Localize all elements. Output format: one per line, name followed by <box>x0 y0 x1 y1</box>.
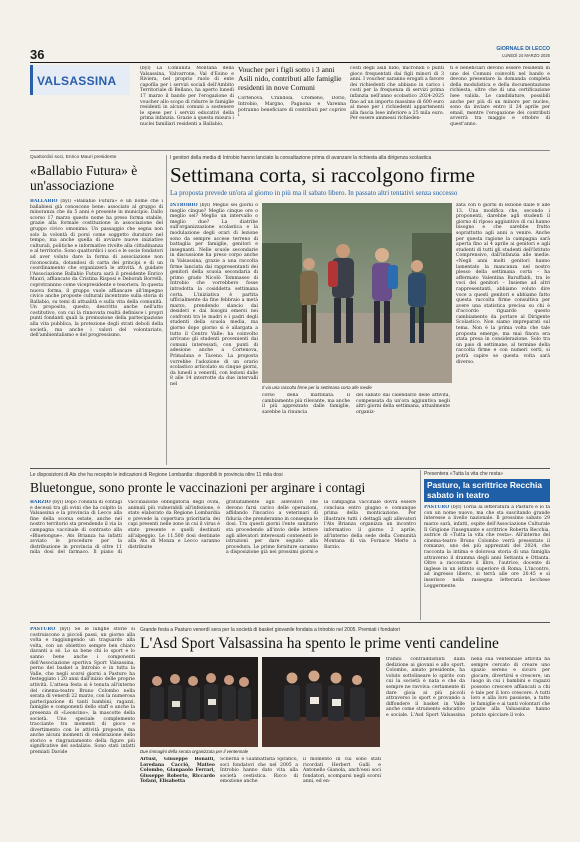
school-col3-bottom: del sabato dal calendario delle attività, compensata da un'ora aggiuntiva negli altri giorni della settimana, attualmente organiz- <box>356 393 450 415</box>
voucher-box <box>238 66 346 148</box>
students-walking-image <box>262 203 452 383</box>
school-subtitle: La proposta prevede un'ora al giorno in più ma il sabato libero. In passato altri tentativi senza successo <box>170 189 458 197</box>
sport-title: L'Asd Sport Valsassina ha spento le prime venti candeline <box>140 635 499 652</box>
lower-rule <box>30 622 550 623</box>
voucher-col4: ti e beneficiari devono essere residenti in uno dei Comuni coinvolti nel bando e devono presentare la domanda completa della modulistica e della documentazione richiesta, oltre che di una certificazione Isee valida. Le candidature, possibili anche per più di un minore per nucleo, sono da inviare entro il 24 aprile per email, mentre l'erogazione dei contributi avverrà tra maggio e ottobre di quest'anno. <box>450 66 550 127</box>
voucher-box-body: Cortenova, Crandola, Cremeno, Dorio, Introbio, Margno, Pagnona e Varenna potranno beneficiare di contributi per coprire i <box>238 96 346 119</box>
sport-col1 <box>30 627 135 832</box>
ats-title: Bluetongue, sono pronte le vaccinazioni per arginare i contagi <box>30 480 366 495</box>
school-title: Settimana corta, si raccolgono firme <box>170 163 475 187</box>
sport-col3-bottom: Scherna e Gianbattista Sprafico, soci fondatori che nel 2005 a Introbio hanno dato vita alla società cestistica. Ricco di emozione anche <box>220 757 298 785</box>
school-lead: INTROBIO <box>170 203 198 208</box>
ballabio-text: (byl) «Ballabio Futura» è un nome che i ballabiesi già conoscono bene: associato al gruppo di minoranza che da 5 anni è presente in municipio. Dallo scorso 17 marzo questo nome ha preso forma stabile, grazie alla formale costituzione in associazione del gruppo civico omonimo. Un passaggio che segna non solo la volontà di porsi come soggetto duraturo nel tempo, ma anche quella di avviare nuove iniziative culturali, politiche e informative rivolte alla cittadinanza e al territorio. Sono quattordici i soci e le socie fondatori ad aver voluto dare la forma di associazione non riconosciuta, dotandosi di carta dei principi e di un coordinamento che organizzerà le attività. A guidare l'Associazione Ballabio Futura sarà il presidente Enrico Mauri, affiancato da Cristina Risposi e Deborah Borrelli, coprotrannno come vicepresidente e tesoriera. In questa nuova forma, il gruppo vuole affiancare all'impegno civico anche proposte culturali incentrate sulla storia di Ballabio, su temi di attualità e sulla vita della comunità. Un proposito, questo, descritto anche nell'atto costitutivo, con cui la rinnovata realtà definisce i propri punti fondanti quali la promozione della partecipazione alla vita pubblica, la protezione degli strati deboli della società, ma anche i valori del volontariato, dell'ambientalismo e del progressismo. <box>30 199 163 339</box>
writer-title: Pasturo, la scrittrice Recchia sabato in teatro <box>427 480 542 500</box>
paper-name: GIORNALE DI LECCO <box>496 46 550 52</box>
school-photo-caption: Il via una raccolta firme per la settimana corta alle medie <box>262 385 372 390</box>
school-col1 <box>170 203 258 465</box>
ballabio-kicker: Quattordici soci, Enrico Mauri presidente <box>30 155 117 160</box>
ballabio-lead: BALLABIO <box>30 199 58 204</box>
writer-divider <box>420 470 421 620</box>
sport-photo-caption: Due immagini della serata organizzata per il ventennale <box>140 749 249 754</box>
voucher-col1: (byl) La Comunità Montana della Valsassina, Valvarrone, Val d'Esino e Riviera, nel proprio ruolo di ente capofila per i servizi sociali dell'Ambito Territoriale di Bellano, ha aperto lunedì 17 marzo il bando per l'erogazione di voucher allo scopo di ridurre le famiglie residenti in alcuni comuni a sostenere le spese per i servizi educativi della prima infanzia. Grazie a questa misura i nuclei familiari residenti a Ballabio, <box>140 66 234 127</box>
writer-title-band <box>424 479 550 502</box>
writer-box <box>424 471 550 619</box>
school-photo <box>262 203 452 383</box>
voucher-col3: costi degli asili nido, micronidi o punti gioco frequentati dai figli minori di 3 anni. I voucher saranno erogati a favore dei richiedenti che abbiano in carico i costi per la frequenza di servizi prima infanzia nell'anno scolastico 2024-2025 fino ad un importo massimo di 600 euro al mese per i richiedenti appartenenti alla fascia Isee inferiore a 25 mila euro. Per essere ammessi richieden- <box>350 66 444 122</box>
school-col1-text: (byl) Meglio sei giorni o meglio cinque? Meglio cinque ore o meglio sei? Meglio un intervallo o meglio due? La diatribe sull'organizzazione scolastica e la modulazione degli orari di lezione sono da sempre accese terreno di battaglia per famiglie, genitori e insegnanti. Nelle scuole secondarie in discussione ha preso corpo anche in Valsassina, grazie a una raccolta firme lanciata dai rappresentanti dei genitori della scuola secondaria di primo grado Nicolò Tommaseo di Introbio che vorrebbero fosse introdotta la cosiddetta settimana corta. L'iniziativa è partita ufficialmente da fine febbraio a metà marzo, prendendo slancio dai desideri e dai bisogni emersi nei confronti tra le madri e i padri degli studenti della scuola media, ma giorno dopo giorno si è allargata a tutto il Centro Valle: ha coinvolto arrivano gli studenti provenienti dai comuni interessati, con punti di adesione anche a Cortenova, Primaluna e Taceno. La proposta vorrebbe l'adozione di un orario scolastico articolato su cinque giorni, da lunedì a venerdì, con lezioni dalle 8 alle 14 interrotte da due intervalli nel <box>170 203 258 387</box>
sport-col5: trambi contraddistinti dalla dedizione ai giovani e allo sport. Colombo, amato presidente, ha voluto sottolineare lo spirito con cui la società è nata e che da sempre ne ravviva: certamente di dare gioia ai più piccoli attraverso lo sport e provando a diffondere il basket in Valle anche come strumento educativo e sociale. L'Asd Sport Valsassina nella sua ventennale attività ha sempre cercato di creare uno spazio sereno e sicuro per giocare, divertirsi e crescere, un luogo in cui i bambini e ragazzi possono crescere affiancati a chi è tale per il loro crescere. A tutti loro e alla loro passione, a tutte le famiglie e ai tanti volontari che grazie alla Valsassina hanno potuto spicciare il volo. <box>386 657 550 718</box>
ceremony-photo-image <box>140 657 258 747</box>
ballabio-body <box>30 199 163 463</box>
sport-col4-bottom: il momento in cui sono stati ricordati Herbert Galli e Antonello Gianola, anch'essi soci fondatori, scomparsi negli scorsi anni, ed en- <box>303 757 381 785</box>
sport-col2-bottom: Artusi, Giuseppe Bonaiti, Loredana Cacciò, Matteo Colombo, Gianpaolo Ferrari, Giuseppe Roberto, Riccardo Tofani, Elisabetta <box>140 757 215 785</box>
ats-kicker: Le disposizioni di Ats che ha recepito le indicazioni di Regione Lombardia: disponibili in provincia oltre 11 mila dosi <box>30 472 283 478</box>
page-number: 36 <box>30 47 45 62</box>
issue-date: LUNEDÌ 24 MARZO 2025 <box>502 53 550 58</box>
section-label-box <box>30 65 130 95</box>
sport-photo-1 <box>140 657 258 747</box>
writer-text: (byl) Torna la letteratura a Pasturo e lo fa con un nome nuovo, ma che sta suscitando grande interesse a livello nazionale. Il prossimo sabato 29 marzo sarà, infatti, ospite dell'Associazione Culturale Il Grigione l'insegnante e scrittrice Roberta Recchia, autrice di «Tutta la vita che resta». All'interno del cinema-teatro Bruno Colombo verrà presentato il romanzo, uno dei più apprezzati del 2024, che racconta la intima e dolorosa storia di una famiglia attraverso il dramma degli anni Settanta e Ottanta. Oltre a raccontare il libro, l'autrice, docente di inglese in un istituto superiore di Roma, L'incontro, ad ingresso libero, si terrà alle ore 20.45 e si inserisce nella rassegna letteraria lecchese Leggermente. <box>424 505 550 589</box>
school-kicker: I genitori della media di Introbio hanno lanciato la consultazione prima di avanzare la richiesta alla dirigenza scolastica <box>170 155 432 161</box>
school-col2-bottom: corso della mattinata. Il cambiamento più rilevante, ma anche il più apprezzato dalle famiglie, sarebbe la rinuncia <box>262 393 350 415</box>
writer-lead: PASTURO <box>424 505 450 511</box>
writer-body <box>424 505 550 617</box>
top-row-rule <box>30 150 550 151</box>
sport-kicker: Grande festa a Pasturo venerdì sera per la società di basket giovanile fondata a Introbio nel 2005. Premiati i fondatori <box>140 627 400 633</box>
ats-col2: gratuitamente agli allevatori che devono farsi carico delle operazioni, affidando l'incarico a veterinari di fiducia che prenderanno in consegna le dosi. Tra questi giorni l'ente sanitario sta procedendo all'invio delle lettere agli allevatori interessati contenenti le istruzioni per dare seguito alla procedura. Le prime forniture saranno a disposizione già nei prossimi giorni e la campagna vaccinale dovrà essere conclusa entro giugno e comunque prima della monticazione. Per illustrare tutti i dettagli agli allevatori l'Ats Brianza organizza un incontro informativo il giorno 2 aprile, all'interno della sede della Comunità Montana di via Fornace Merlo a Barzio. <box>226 500 416 556</box>
voucher-title: Voucher per i figli sotto i 3 anni Asili nido, contributi alle famiglie residenti in nove Comuni <box>238 65 342 92</box>
mid-rule <box>30 468 550 469</box>
award-photo-image <box>262 657 380 747</box>
sport-lead: PASTURO <box>30 627 56 632</box>
ats-col1-text: (byl) Dopo l'ondata di contagi e decessi tra gli ovini che ha colpito la Valsassina e la provincia di Lecco alla fine della scorsa estate, anche nel nostro territorio sta prendendo il via la campagna vaccinale di contrasto alla «Bluetongue». Ats Brianza ha infatti avviato le procedure per la distribuzione in provincia di oltre 11 mila dosi del farmaco. Il piano di vaccinazione obbligatoria degli ovini, animali più vulnerabili all'infezione, è stato elaborato da Regione Lombardia e prevede la copertura prioritaria dei capi presenti nelle zone in cui il virus è stato presente e quelli destinati all'alpeggio. Le 11.500 dosi destinate alla Ats di Monza e Lecco saranno distribuite <box>30 500 220 556</box>
sport-col1-text: (byl) Se le lunghe storie si costruiscono a piccoli passi, un giorno alla volta e raggiungendo un traguardo alla volta, con un obiettivo sempre ben chiaro davanti a sé. Lo sa bene chi lo sport e lo sanno bene anche i componenti dell'Associazione sportiva Sport Valsassina, perno del basket a Introbio e in tutta la Valle, che negli scorsi giorni a Pasturo ha festeggiato i 20 anni dall'inizio delle proprie attività. L'attesa festa si è tenuta all'interno del cinema-teatro Bruno Colombo nella serata di venerdì 22 marzo, con la numerosa partecipazione di tanti bambini, ragazzi, famiglie e componenti dello staff e anche la presenza di «Leoncino», la mascotte della società. Uno speciale complemento tracciante tra momenti di gioco e divertimento con le attività proposte, ma anche alcuni momenti di celebrazione dello storico e ringraziamento della figure più significative del sodalizio. Sono stati infatti premiati Davide <box>30 627 135 756</box>
ballabio-title: «Ballabio Futura» è un'associazione <box>30 163 138 193</box>
writer-kicker: Presentera «Tutta la vita che resta» <box>424 471 504 477</box>
ballabio-divider <box>166 155 167 465</box>
section-label: VALSASSINA <box>37 74 117 88</box>
ats-lead: BARZIO <box>30 500 51 505</box>
school-col4: zata con 6 giorni di lezione dalle 8 alle 13. Una modifica che, secondo i proponenti, darebbe agli studenti il giorno di riposo aggiuntivo di cui hanno bisogno e che sarebbe frutto soprattutto agli anni a venire. Anche per questa ragione la campagna sarà aperta fino al 4 aprile ai genitori e agli studenti di tutti gli studenti dell'Istituto Comprensivo, dall'infanzia alle medie. «Negli anni molti genitori hanno lamentato la mancanza nel nostro plesso della settimana corta – ha affermato Valentina Baruffaldi, tra le voci dei genitori – Insieme ad altri rappresentanti, abbiamo voluto dire voce a questi genitori e abbiamo fatto questa raccolta firme consultiva per avere una statistica precisa su chi è d'accordo riguardo questo cambiamento da portare al Dirigente Scolastico. Non siamo impreparati sul tema. Non è la prima volta che tale proposta emerge, ma mai finora era stata presa in considerazione. Solo tra un paio di settimane, al termine della raccolta firme e con numeri certi, si potrà capire se questa volta sarà diverso. <box>456 203 550 365</box>
ats-col1 <box>30 500 220 618</box>
header-rule <box>30 62 550 63</box>
sport-photo-2 <box>262 657 380 747</box>
